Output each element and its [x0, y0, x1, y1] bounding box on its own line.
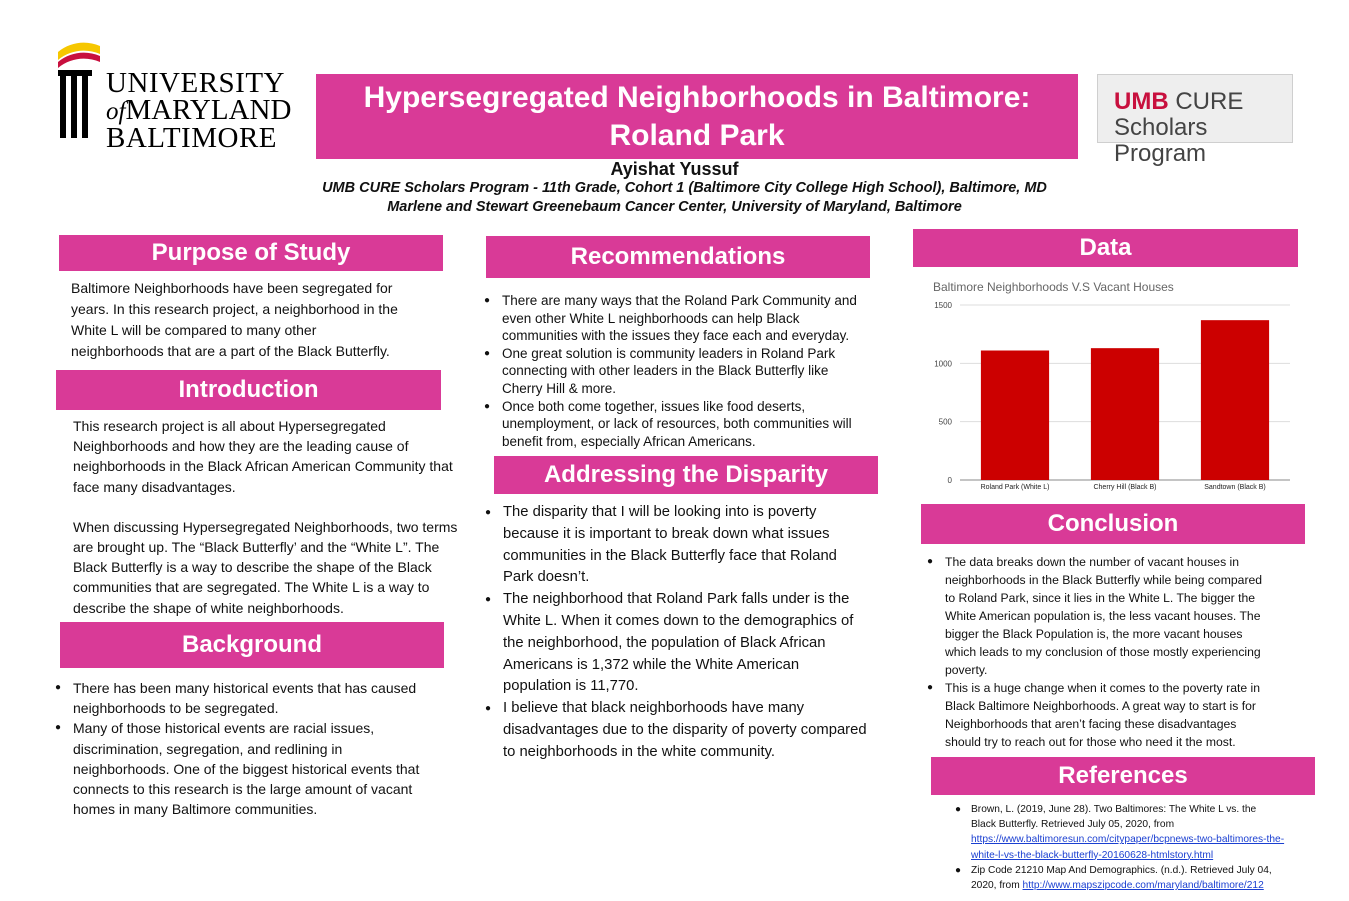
disparity-line: because it is important to break down what issues: [503, 525, 830, 542]
introduction-line: face many disadvantages.: [73, 478, 236, 495]
cure-scholars-logo: [1097, 74, 1293, 167]
recommendation-line: even other White L neighborhoods can help Black: [502, 310, 800, 326]
umb-logo-text: [106, 67, 292, 154]
reference-line: [971, 878, 1335, 893]
recommendation-line: Cherry Hill & more.: [502, 380, 617, 396]
introduction-line: Neighborhoods and how they are the leading cause of: [73, 438, 409, 455]
recommendation-item: [484, 345, 904, 398]
background-line: neighborhoods to be segregated.: [73, 700, 279, 717]
cure-logo-umb: UMB: [1114, 88, 1169, 115]
cure-logo-line-2: Scholars Program: [1114, 114, 1208, 167]
umb-shield-icon: [56, 36, 104, 146]
introduction-line: neighborhoods in the Black African American Community that: [73, 458, 453, 475]
conclusion-line: which leads to my conclusion of those mostly experiencing: [945, 645, 1261, 659]
conclusion-line: to Roland Park, since it lies in the White L. The bigger the: [945, 591, 1256, 605]
author-name: Ayishat Yussuf: [610, 159, 739, 179]
purpose-text: [71, 278, 451, 362]
introduction-line: communities that are segregated. The White L is a way to: [73, 579, 430, 596]
recommendation-line: unemployment, or lack of resources, both communities will: [502, 416, 852, 432]
disparity-item: [485, 589, 905, 698]
conclusion-line: should try to reach out for those who need it the most.: [945, 735, 1236, 749]
introduction-heading: Introduction: [56, 370, 441, 410]
chart-ytick-label: 1000: [934, 359, 952, 369]
purpose-line: White L will be compared to many other: [71, 322, 317, 338]
conclusion-line: ● This is a huge change when it comes to the poverty rate in: [945, 681, 1261, 695]
logo-maryland: MARYLAND: [125, 94, 292, 126]
introduction-text: [73, 416, 483, 618]
background-line: ● There has been many historical events that has caused: [73, 680, 417, 696]
purpose-heading: Purpose of Study: [59, 235, 443, 271]
reference-prefix: 2020, from: [971, 880, 1023, 892]
background-line: connects to this research is the large amount of vacant: [73, 781, 413, 798]
chart-ytick-label: 500: [938, 417, 952, 427]
conclusion-line: White American population is, the less vacant houses. The: [945, 609, 1261, 623]
references-heading: References: [931, 757, 1315, 795]
introduction-line: This research project is all about Hypersegregated: [73, 418, 386, 434]
purpose-line: years. In this research project, a neighborhood in the: [71, 301, 398, 317]
purpose-line: Baltimore Neighborhoods have been segregated for: [71, 280, 393, 296]
background-item: [55, 718, 475, 819]
cure-logo-line-1: [1114, 89, 1243, 115]
conclusion-item: [927, 679, 1337, 751]
introduction-line: describe the shape of white neighborhoods.: [73, 599, 344, 616]
conclusion-line: ● The data breaks down the number of vacant houses in: [945, 555, 1240, 569]
recommendation-line: ● Once both come together, issues like food deserts,: [502, 398, 806, 414]
cure-logo-cure: CURE: [1175, 88, 1244, 115]
title-line-2: Roland Park: [609, 119, 785, 152]
introduction-line: When discussing Hypersegregated Neighborhoods, two terms: [73, 518, 458, 535]
chart-category-label: Sandtown (Black B): [1204, 484, 1266, 491]
chart-title: Baltimore Neighborhoods V.S Vacant Houses: [933, 280, 1174, 294]
disparity-item: [485, 502, 905, 589]
reference-line: ● Brown, L. (2019, June 28). Two Baltimores: The White L vs. the: [971, 804, 1257, 815]
logo-of: of: [106, 98, 126, 125]
introduction-line: are brought up. The “Black Butterfly’ and the “White L”. The: [73, 539, 440, 556]
conclusion-line: bigger the Black Population is, the more vacant houses: [945, 627, 1243, 641]
disparity-item: [485, 698, 905, 763]
disparity-line: communities in the Black Butterfly face that Roland: [503, 547, 837, 564]
recommendation-line: communities with the issues they face each and everyday.: [502, 328, 850, 344]
conclusion-line: neighborhoods in the Black Butterfly while being compared: [945, 573, 1263, 587]
affiliation-line-2: Marlene and Stewart Greenebaum Cancer Center, University of Maryland, Baltimore: [387, 199, 962, 215]
data-heading: Data: [913, 229, 1298, 267]
disparity-heading: Addressing the Disparity: [494, 456, 878, 494]
affiliation-line-1: UMB CURE Scholars Program - 11th Grade, Cohort 1 (Baltimore City College High School), Baltimore, MD: [322, 180, 1047, 196]
disparity-line: the neighborhood, the population of Black African: [503, 634, 826, 651]
umb-logo: [56, 36, 296, 156]
recommendation-line: connecting with other leaders in the Black Butterfly like: [502, 363, 829, 379]
poster-title: [316, 74, 1078, 159]
logo-line-baltimore: BALTIMORE: [106, 122, 277, 154]
reference-link[interactable]: white-l-vs-the-black-butterfly-20160628-htmlstory.html: [971, 849, 1214, 861]
background-item: [55, 678, 475, 718]
chart-ytick-label: 1500: [934, 301, 952, 310]
reference-link[interactable]: http://www.mapszipcode.com/maryland/baltimore/212: [1022, 880, 1264, 892]
disparity-line: to neighborhoods in the white community.: [503, 743, 775, 760]
conclusion-line: Black Baltimore Neighborhoods. A great way to start is for: [945, 699, 1256, 713]
recommendation-item: [484, 398, 904, 451]
reference-line: ● Zip Code 21210 Map And Demographics. (n.d.). Retrieved July 04,: [971, 864, 1272, 876]
conclusion-line: Neighborhoods that aren’t facing these disadvantages: [945, 717, 1237, 731]
disparity-line: ● I believe that black neighborhoods have many: [503, 700, 805, 717]
disparity-line: ● The neighborhood that Roland Park falls under is the: [503, 591, 850, 608]
recommendation-line: benefit from, especially African Americans.: [502, 433, 756, 449]
disparity-list: [485, 502, 905, 764]
background-line: homes in many Baltimore communities.: [73, 801, 318, 818]
background-list: [55, 678, 475, 819]
disparity-line: Park doesn’t.: [503, 569, 590, 586]
references-list: [955, 802, 1335, 893]
chart-bar: [1201, 320, 1269, 480]
disparity-line: White L. When it comes down to the demographics of: [503, 612, 854, 629]
chart-bar: [981, 351, 1049, 481]
chart-category-label: Roland Park (White L): [980, 484, 1050, 491]
reference-item: [955, 863, 1335, 893]
background-line: ● Many of those historical events are racial issues,: [73, 720, 375, 737]
logo-line-university: UNIVERSITY: [106, 67, 285, 99]
introduction-line: Black Butterfly is a way to describe the shape of the Black: [73, 559, 432, 576]
recommendations-heading: Recommendations: [486, 236, 870, 278]
conclusion-list: [927, 553, 1337, 751]
disparity-line: ● The disparity that I will be looking into is poverty: [503, 504, 817, 520]
reference-link[interactable]: https://www.baltimoresun.com/citypaper/bcpnews-two-baltimores-the-: [971, 834, 1285, 846]
conclusion-heading: Conclusion: [921, 504, 1305, 544]
conclusion-line: poverty.: [945, 663, 988, 677]
recommendation-line: ● One great solution is community leaders in Roland Park: [502, 345, 836, 361]
chart-bar: [1091, 348, 1159, 480]
logo-line-maryland: [106, 94, 292, 126]
chart-category-label: Cherry Hill (Black B): [1093, 484, 1157, 491]
background-line: neighborhoods. One of the biggest historical events that: [73, 760, 420, 777]
recommendation-item: [484, 292, 904, 345]
background-line: discrimination, segregation, and redlining in: [73, 740, 343, 757]
vacant-houses-chart: [918, 270, 1300, 495]
reference-line: Black Butterfly. Retrieved July 05, 2020, from: [971, 819, 1175, 831]
disparity-line: disadvantages due to the disparity of poverty compared: [503, 721, 867, 738]
reference-item: [955, 802, 1335, 863]
chart-ytick-label: 0: [947, 476, 952, 485]
background-heading: Background: [60, 622, 444, 668]
disparity-line: population is 11,770.: [503, 678, 639, 695]
disparity-line: Americans is 1,372 while the White American: [503, 656, 800, 673]
recommendation-line: ● There are many ways that the Roland Park Community and: [502, 293, 857, 308]
conclusion-item: [927, 553, 1337, 679]
recommendations-list: [484, 292, 904, 450]
title-line-1: Hypersegregated Neighborhoods in Baltimore:: [363, 81, 1031, 114]
purpose-line: neighborhoods that are a part of the Black Butterfly.: [71, 343, 390, 359]
